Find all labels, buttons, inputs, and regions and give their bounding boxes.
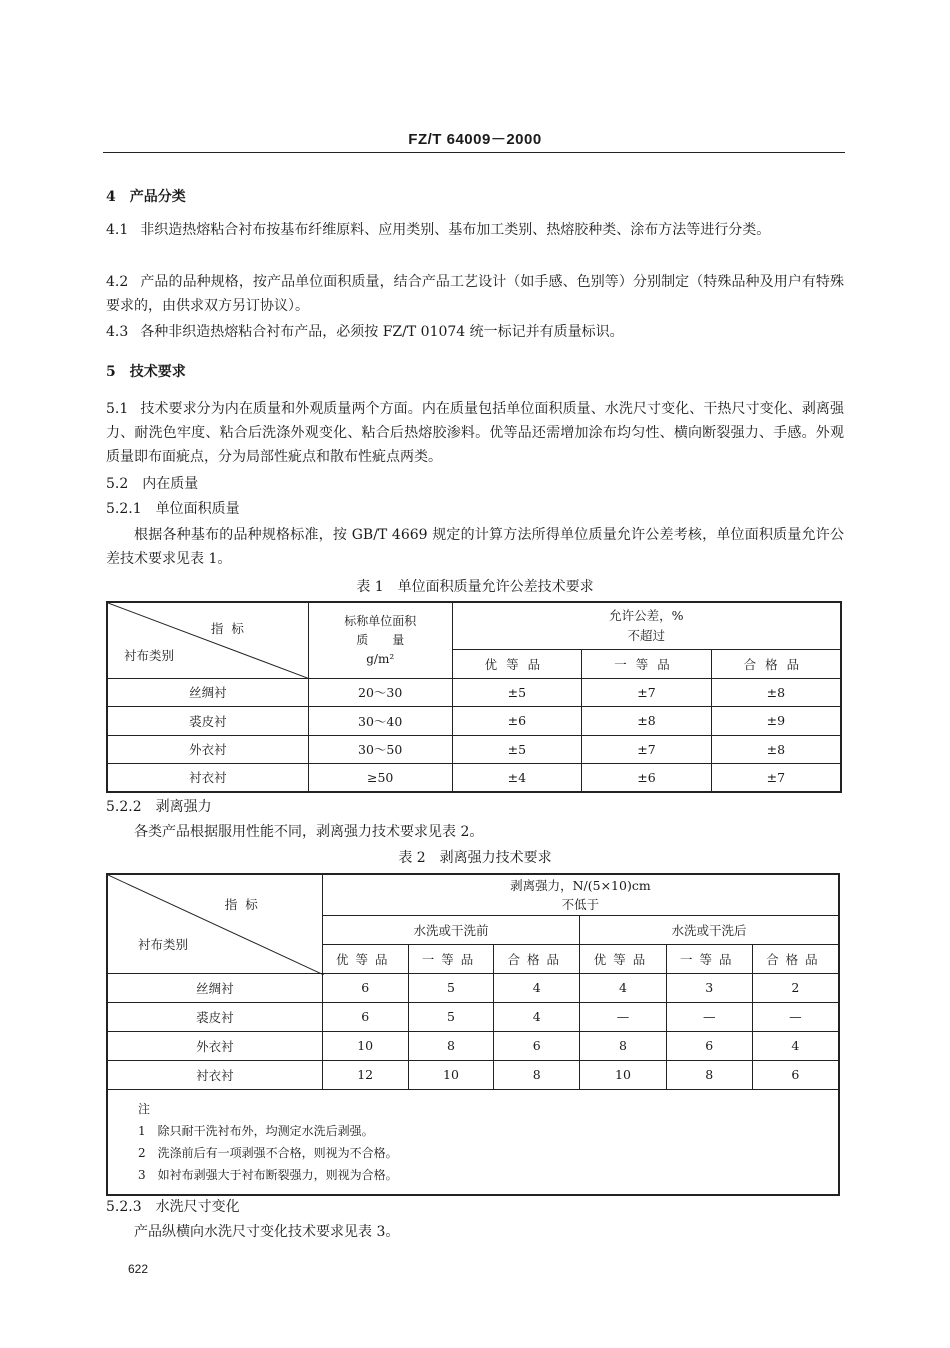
table2-grade-2: 一等品 xyxy=(408,944,494,973)
table1-header-mass-line1: 标称单位面积 xyxy=(344,613,417,628)
table2-note-2: 2 洗涤前后有一项剥强不合格，则视为不合格。 xyxy=(138,1145,398,1160)
para-4-3 xyxy=(106,320,844,344)
para-4-1-text: 非织造热熔粘合衬布按基布纤维原料、应用类别、基布加工类别、热熔胶种类、涂布方法等进行分类。 xyxy=(140,222,771,238)
table2-row3-v4: 8 xyxy=(580,1031,667,1060)
table2-row4-v3: 8 xyxy=(494,1060,580,1089)
table1-row2-v1: ±6 xyxy=(452,706,582,735)
para-5-1 xyxy=(106,397,844,469)
page-number: 622 xyxy=(128,1262,149,1276)
table2-grade-6: 合格品 xyxy=(752,944,839,973)
para-4-2 xyxy=(106,270,844,318)
table1-row4-name: 衬衣衬 xyxy=(107,763,308,792)
table2-row2-v6: — xyxy=(752,1002,839,1031)
section-5-2-3: 5.2.3 水洗尺寸变化 xyxy=(106,1199,240,1215)
table-row xyxy=(107,763,841,792)
section-5-2-2: 5.2.2 剥离强力 xyxy=(106,799,212,815)
table1-header-tolerance-line2: 不超过 xyxy=(627,627,666,643)
section-5-2: 5.2 内在质量 xyxy=(106,476,199,492)
table2-row4-v6: 6 xyxy=(752,1060,839,1089)
section-5-2-1: 5.2.1 单位面积质量 xyxy=(106,501,240,517)
table2-header-after: 水洗或干洗后 xyxy=(580,915,839,944)
table2-row4-v5: 8 xyxy=(666,1060,752,1089)
diagonal-line xyxy=(108,603,310,679)
table2-grade-1: 优等品 xyxy=(322,944,408,973)
table2-header-index: 指标 xyxy=(224,897,266,912)
table2-row3-v6: 4 xyxy=(752,1031,839,1060)
table2-row1-v3: 4 xyxy=(494,973,580,1002)
table-row xyxy=(107,678,841,706)
table1-row2-v3: ±9 xyxy=(711,706,841,735)
table2-row2-v3: 4 xyxy=(494,1002,580,1031)
table2-row3-v2: 8 xyxy=(408,1031,494,1060)
table2-row4-v4: 10 xyxy=(580,1060,667,1089)
table1-row3-v1: ±5 xyxy=(452,735,582,763)
table2-grade-5: 一等品 xyxy=(666,944,752,973)
section-5-title: 5 技术要求 xyxy=(106,364,186,380)
table1-row2-mass: 30～40 xyxy=(308,706,452,735)
para-4-2-num: 4.2 xyxy=(106,274,129,290)
table2-diagonal-header xyxy=(107,874,322,973)
table2-grade-4: 优等品 xyxy=(580,944,667,973)
table1-header-mass xyxy=(308,602,452,678)
table2-header-before: 水洗或干洗前 xyxy=(322,915,579,944)
section-4-title: 4 产品分类 xyxy=(106,189,186,205)
table1-row1-v3: ±8 xyxy=(711,678,841,706)
table2-note-3: 3 如衬布剥强大于衬布断裂强力，则视为合格。 xyxy=(138,1167,398,1182)
table1-row2-name: 裘皮衬 xyxy=(107,706,308,735)
table2-row1-v1: 6 xyxy=(322,973,408,1002)
table2-caption: 表 2 剥离强力技术要求 xyxy=(398,850,552,866)
para-4-1-num: 4.1 xyxy=(106,222,129,238)
table2-row2-name: 裘皮衬 xyxy=(107,1002,322,1031)
table1-header-mass-line2: 质 量 xyxy=(356,632,405,647)
para-4-1 xyxy=(106,218,844,242)
table-row xyxy=(107,735,841,763)
table2-row3-v3: 6 xyxy=(494,1031,580,1060)
table2-header-peel-line2: 不低于 xyxy=(561,896,600,912)
table2-row1-name: 丝绸衬 xyxy=(107,973,322,1002)
para-4-3-text: 各种非织造热熔粘合衬布产品，必须按 FZ/T 01074 统一标记并有质量标识。 xyxy=(140,324,624,340)
table2-header-peel-line1: 剥离强力，N/(5×10)cm xyxy=(510,877,651,893)
table2-row3-name: 外衣衬 xyxy=(107,1031,322,1060)
table1-header-mass-line3: g/m² xyxy=(366,651,395,666)
table1-row3-v3: ±8 xyxy=(711,735,841,763)
table2-row2-v1: 6 xyxy=(322,1002,408,1031)
table-row xyxy=(107,706,841,735)
table1-row1-v2: ±7 xyxy=(582,678,712,706)
para-5-2-1: 根据各种基布的品种规格标准，按 GB/T 4669 规定的计算方法所得单位质量允许公差考核，单位面积质量允许公差技术要求见表 1。 xyxy=(106,527,844,567)
para-5-1-num: 5.1 xyxy=(106,401,129,417)
table2-row1-v4: 4 xyxy=(580,973,667,1002)
table1-header-tolerance-line1: 允许公差，% xyxy=(609,607,684,623)
table1-row4-mass: ≥50 xyxy=(308,763,452,792)
table1-grade-3: 合格品 xyxy=(711,649,841,678)
table2-grade-3: 合格品 xyxy=(494,944,580,973)
table1-row2-v2: ±8 xyxy=(582,706,712,735)
table2-row4-v1: 12 xyxy=(322,1060,408,1089)
header-rule xyxy=(103,152,845,153)
table1-header-category: 衬布类别 xyxy=(124,647,175,663)
table2-row4-name: 衬衣衬 xyxy=(107,1060,322,1089)
table1-caption: 表 1 单位面积质量允许公差技术要求 xyxy=(356,579,594,595)
table2-header-peel xyxy=(322,874,839,915)
table1-row4-v3: ±7 xyxy=(711,763,841,792)
table-row xyxy=(107,1002,839,1031)
table2-header-category: 衬布类别 xyxy=(138,936,189,952)
table2-note-1: 1 除只耐干洗衬布外，均测定水洗后剥强。 xyxy=(138,1123,374,1138)
para-4-2-text: 产品的品种规格，按产品单位面积质量，结合产品工艺设计（如手感、色别等）分别制定（特殊品种及用户有特殊要求的，由供求双方另订协议）。 xyxy=(106,274,844,314)
table-2 xyxy=(106,873,840,1196)
para-5-1-text: 技术要求分为内在质量和外观质量两个方面。内在质量包括单位面积质量、水洗尺寸变化、干热尺寸变化、剥离强力、耐洗色牢度、粘合后洗涤外观变化、粘合后热熔胶渗料。优等品还需增加涂布均匀性、横向断裂强力、手感。外观质量即布面疵点，分为局部性疵点和散布性疵点两类。 xyxy=(106,401,844,465)
table1-row4-v1: ±4 xyxy=(452,763,582,792)
para-4-3-num: 4.3 xyxy=(106,324,129,340)
para-5-2-3: 产品纵横向水洗尺寸变化技术要求见表 3。 xyxy=(134,1224,400,1240)
table2-row2-v5: — xyxy=(666,1002,752,1031)
table1-grade-1: 优等品 xyxy=(452,649,582,678)
table2-row3-v5: 6 xyxy=(666,1031,752,1060)
table2-row1-v6: 2 xyxy=(752,973,839,1002)
table1-row3-v2: ±7 xyxy=(582,735,712,763)
diagonal-line xyxy=(108,875,324,975)
table1-grade-2: 一等品 xyxy=(582,649,712,678)
table1-row1-v1: ±5 xyxy=(452,678,582,706)
table1-header-index: 指标 xyxy=(210,621,252,636)
table1-row4-v2: ±6 xyxy=(582,763,712,792)
table2-row1-v2: 5 xyxy=(408,973,494,1002)
table2-row3-v1: 10 xyxy=(322,1031,408,1060)
document-header: FZ/T 64009－2000 xyxy=(408,131,542,148)
table1-row3-mass: 30～50 xyxy=(308,735,452,763)
table2-row2-v2: 5 xyxy=(408,1002,494,1031)
table1-row3-name: 外衣衬 xyxy=(107,735,308,763)
table1-row1-mass: 20～30 xyxy=(308,678,452,706)
para-5-2-2: 各类产品根据服用性能不同，剥离强力技术要求见表 2。 xyxy=(134,824,484,840)
table2-row4-v2: 10 xyxy=(408,1060,494,1089)
table1-row1-name: 丝绸衬 xyxy=(107,678,308,706)
table2-notes xyxy=(107,1089,839,1195)
table-row xyxy=(107,1060,839,1089)
table2-row2-v4: — xyxy=(580,1002,667,1031)
table-row xyxy=(107,973,839,1002)
table-row xyxy=(107,1031,839,1060)
table1-header-tolerance xyxy=(452,602,841,649)
table1-diagonal-header xyxy=(107,602,308,678)
table2-row1-v5: 3 xyxy=(666,973,752,1002)
table-1 xyxy=(106,601,842,793)
table2-note-title: 注 xyxy=(138,1101,151,1116)
